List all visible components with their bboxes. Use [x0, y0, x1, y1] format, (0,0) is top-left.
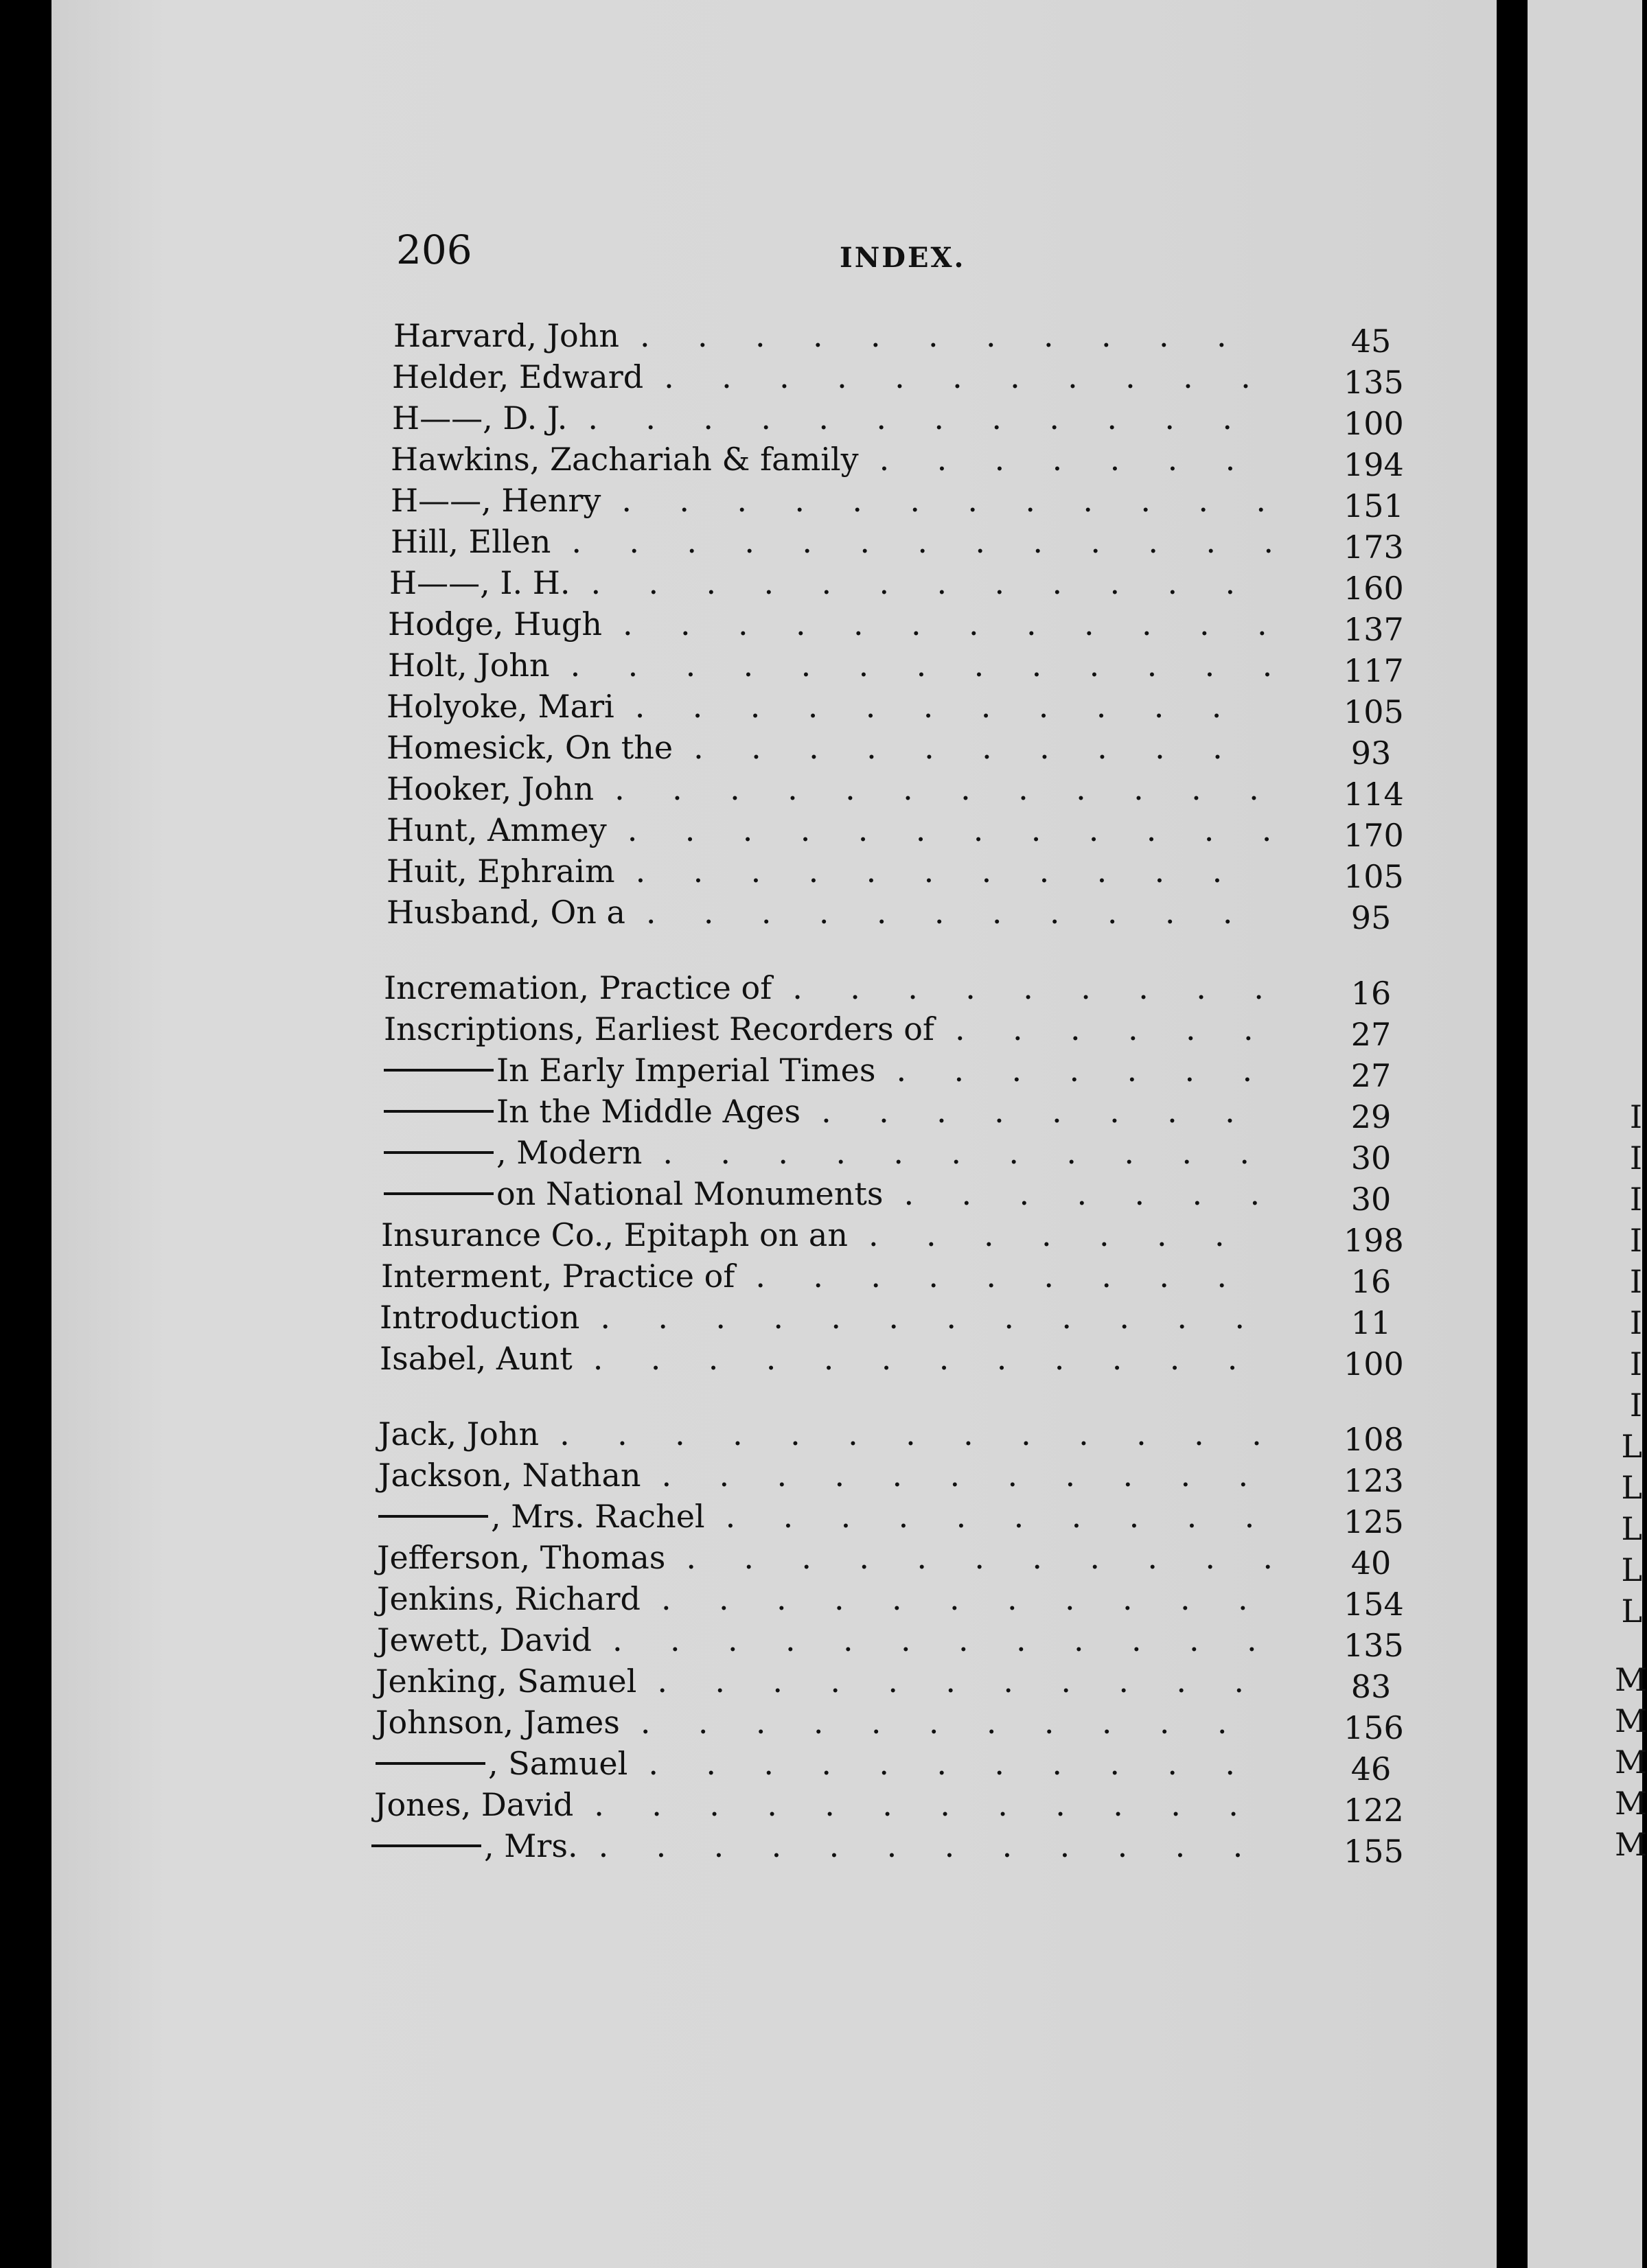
index-entry: [51, 523, 1497, 564]
entry-text: Jenking, Samuel: [376, 1663, 637, 1700]
leader-dots: . . . . . . .: [903, 1175, 1260, 1212]
leader-dots: . . . . . . .: [896, 1052, 1253, 1089]
entry-text: , Mrs.: [484, 1827, 578, 1864]
entry-page-number: 135: [1344, 364, 1404, 401]
leader-dots: . . . . . . . . .: [792, 969, 1264, 1006]
entry-text: Incremation, Practice of: [384, 969, 772, 1006]
facing-page-letter: L: [1621, 1469, 1642, 1506]
index-entry: [51, 729, 1497, 770]
index-entry: [51, 1621, 1497, 1663]
leader-dots: . . . . . . . . . . .: [635, 853, 1223, 890]
facing-page-letter: M: [1615, 1826, 1647, 1863]
index-entry: [51, 605, 1497, 647]
leader-dots: . . . . . . . . . . . . .: [560, 1415, 1262, 1453]
entry-page-number: 95: [1350, 899, 1392, 936]
entry-page-number: 16: [1350, 1263, 1392, 1300]
entry-label: [380, 1340, 573, 1377]
entry-text: Holt, John: [388, 647, 550, 684]
book-page: [51, 0, 1497, 2268]
index-entry: [51, 770, 1497, 811]
entry-text: Hunt, Ammey: [387, 811, 607, 848]
leader-dots: . . . . . . . . . . .: [663, 1134, 1249, 1171]
entry-text: Hodge, Hugh: [388, 605, 602, 643]
entry-label: [391, 441, 859, 478]
index-entry: [51, 317, 1497, 358]
entry-label: [387, 894, 625, 931]
entry-label: [384, 1010, 934, 1048]
entry-label: [391, 482, 601, 519]
entry-label: [378, 1457, 641, 1494]
leader-dots: . . . . . . .: [868, 1216, 1225, 1253]
index-entry: [51, 894, 1497, 935]
index-entry: [51, 358, 1497, 400]
entry-text: In the Middle Ages: [496, 1093, 801, 1130]
entry-text: H——, Henry: [391, 482, 601, 519]
entry-page-number: 151: [1344, 487, 1404, 524]
leader-dots: . . . . . . . . . . .: [664, 358, 1251, 395]
entry-text: H——, D. J.: [392, 400, 568, 437]
entry-page-number: 154: [1344, 1586, 1404, 1623]
entry-label: [384, 969, 772, 1006]
entry-label: [371, 1827, 578, 1864]
entry-text: H——, I. H.: [389, 564, 571, 601]
leader-dots: . . . . . . . . . .: [725, 1498, 1255, 1535]
entry-text: Isabel, Aunt: [380, 1340, 573, 1377]
entry-label: [389, 564, 571, 601]
leader-dots: . . . . . . . . . . . .: [614, 770, 1259, 807]
facing-page-letter: I: [1629, 1222, 1642, 1259]
entry-label: [384, 1093, 801, 1130]
entry-text: Johnson, James: [376, 1704, 620, 1741]
facing-page-letter: I: [1629, 1181, 1642, 1218]
leader-dots: . . . . . . . . . . .: [645, 894, 1233, 931]
leader-dots: . . . . . . . . . . . .: [612, 1621, 1257, 1658]
entry-text: Jenkins, Richard: [377, 1580, 641, 1617]
entry-text: Jewett, David: [377, 1621, 592, 1658]
leader-dots: . . . . . . . . . . . .: [621, 482, 1266, 519]
page-number: 206: [396, 227, 472, 273]
facing-page-letter: I: [1629, 1387, 1642, 1424]
entry-text: Hill, Ellen: [391, 523, 551, 560]
entry-label: [384, 1175, 884, 1212]
leader-dots: . . . . . . . . . . .: [686, 1539, 1274, 1576]
leader-dots: . . . . . . . . .: [755, 1258, 1227, 1295]
entry-text: Jack, John: [378, 1415, 540, 1453]
entry-page-number: 137: [1344, 611, 1404, 648]
entry-text: Introduction: [380, 1299, 580, 1336]
entry-label: [387, 853, 615, 890]
entry-page-number: 16: [1350, 975, 1392, 1012]
facing-page-letter: I: [1629, 1304, 1642, 1341]
entry-label: [377, 1621, 592, 1658]
entry-page-number: 29: [1350, 1098, 1392, 1135]
leader-dots: . . . . . . . .: [821, 1093, 1235, 1130]
index-entry: [51, 1827, 1497, 1868]
index-entry: [51, 1010, 1497, 1052]
leader-dots: . . . . . . . . . . . .: [592, 1340, 1238, 1377]
entry-page-number: 135: [1344, 1627, 1404, 1664]
entry-page-number: 30: [1350, 1139, 1392, 1177]
index-entry: [51, 688, 1497, 729]
leader-dots: . . . . . . . . . .: [693, 729, 1223, 766]
facing-page-letter: L: [1621, 1551, 1642, 1588]
entry-page-number: 173: [1344, 529, 1404, 566]
entry-page-number: 100: [1344, 1345, 1404, 1382]
entry-page-number: 160: [1344, 570, 1404, 607]
entry-label: [391, 523, 551, 560]
entry-label: [377, 1580, 641, 1617]
index-entry: [51, 441, 1497, 482]
entry-page-number: 123: [1344, 1462, 1404, 1499]
entry-page-number: 105: [1344, 858, 1404, 895]
ditto-rule: [371, 1844, 481, 1847]
leader-dots: . . . . . .: [954, 1010, 1254, 1048]
entry-page-number: 45: [1350, 323, 1392, 360]
entry-page-number: 40: [1350, 1544, 1392, 1582]
leader-dots: . . . . . . . . . . . .: [627, 811, 1272, 848]
entry-label: [387, 688, 614, 725]
index-entry: [51, 1134, 1497, 1175]
leader-dots: . . . . . . . . . . .: [640, 317, 1227, 354]
entry-page-number: 105: [1344, 693, 1404, 730]
entry-page-number: 114: [1344, 776, 1404, 813]
entry-text: Insurance Co., Epitaph on an: [381, 1216, 848, 1253]
entry-label: [387, 811, 607, 848]
ditto-rule: [384, 1069, 494, 1072]
index-entry: [51, 1093, 1497, 1134]
leader-dots: . . . . . . . . . . .: [634, 688, 1222, 725]
index-entry: [51, 482, 1497, 523]
facing-page-edge: [1528, 0, 1647, 2268]
entry-page-number: 93: [1350, 734, 1392, 772]
entry-label: [381, 1216, 848, 1253]
facing-page-letter: I: [1629, 1098, 1642, 1135]
entry-text: Inscriptions, Earliest Recorders of: [384, 1010, 934, 1048]
facing-page-letter: M: [1615, 1744, 1647, 1781]
facing-page-letter: M: [1615, 1702, 1647, 1739]
leader-dots: . . . . . . . . . . . .: [622, 605, 1267, 643]
entry-page-number: 156: [1344, 1709, 1404, 1746]
index-entry: [51, 647, 1497, 688]
ditto-rule: [384, 1151, 494, 1154]
leader-dots: . . . . . . . . . . .: [661, 1457, 1249, 1494]
index-entry: [51, 1299, 1497, 1340]
entry-page-number: 198: [1344, 1222, 1404, 1259]
leader-dots: . . . . . . . . . . . .: [598, 1827, 1243, 1864]
leader-dots: . . . . . . .: [879, 441, 1236, 478]
entry-text: Helder, Edward: [392, 358, 644, 395]
entry-label: [378, 1415, 539, 1453]
index-entry: [51, 1539, 1497, 1580]
facing-page-letter: M: [1615, 1785, 1647, 1822]
entry-text: Harvard, John: [393, 317, 620, 354]
index-entry: [51, 1663, 1497, 1704]
entry-page-number: 11: [1350, 1304, 1392, 1341]
entry-page-number: 122: [1344, 1792, 1404, 1829]
entry-page-number: 155: [1344, 1833, 1404, 1870]
facing-page-letter: M: [1615, 1661, 1647, 1698]
leader-dots: . . . . . . . . . . .: [657, 1663, 1244, 1700]
entry-label: [380, 1299, 579, 1336]
entry-text: Jefferson, Thomas: [377, 1539, 666, 1576]
index-entry: [51, 1745, 1497, 1786]
entry-label: [376, 1663, 636, 1700]
index-entry: [51, 400, 1497, 441]
entry-label: [392, 400, 567, 437]
entry-page-number: 194: [1344, 446, 1404, 483]
leader-dots: . . . . . . . . . . . .: [594, 1786, 1239, 1823]
entry-page-number: 46: [1350, 1750, 1392, 1787]
facing-page-letter: I: [1629, 1263, 1642, 1300]
entry-label: [374, 1786, 573, 1823]
entry-page-number: 125: [1344, 1503, 1404, 1540]
facing-page-letter: I: [1629, 1139, 1642, 1177]
entry-label: [377, 1539, 665, 1576]
leader-dots: . . . . . . . . . . . . .: [571, 523, 1274, 560]
entry-text: , Samuel: [488, 1745, 628, 1782]
index-entry: [51, 969, 1497, 1010]
facing-page-letter: I: [1629, 1345, 1642, 1382]
index-entry: [51, 1052, 1497, 1093]
entry-text: Hooker, John: [387, 770, 595, 807]
entry-label: [392, 358, 643, 395]
entry-label: [381, 1258, 735, 1295]
entry-text: Interment, Practice of: [381, 1258, 735, 1295]
entry-label: [388, 647, 550, 684]
entry-page-number: 170: [1344, 817, 1404, 854]
ditto-rule: [376, 1762, 485, 1765]
ditto-rule: [384, 1192, 494, 1195]
index-entry: [51, 1786, 1497, 1827]
ditto-rule: [378, 1515, 488, 1518]
entry-page-number: 108: [1344, 1421, 1404, 1458]
index-entry: [51, 1216, 1497, 1258]
leader-dots: . . . . . . . . . . .: [640, 1704, 1228, 1741]
leader-dots: . . . . . . . . . . . . .: [570, 647, 1273, 684]
entry-text: Jackson, Nathan: [378, 1457, 641, 1494]
index-entry: [51, 1498, 1497, 1539]
entry-label: [387, 729, 673, 766]
entry-label: [378, 1498, 705, 1535]
leader-dots: . . . . . . . . . . .: [648, 1745, 1235, 1782]
index-entry: [51, 1340, 1497, 1381]
entry-page-number: 100: [1344, 405, 1404, 442]
ditto-rule: [384, 1110, 494, 1113]
entry-label: [393, 317, 619, 354]
facing-page-letter: L: [1621, 1428, 1642, 1465]
index-entry: [51, 853, 1497, 894]
leader-dots: . . . . . . . . . . . .: [588, 400, 1232, 437]
entry-text: , Mrs. Rachel: [491, 1498, 705, 1535]
entry-text: Huit, Ephraim: [387, 853, 615, 890]
entry-label: [388, 605, 602, 643]
entry-label: [387, 770, 594, 807]
entry-page-number: 117: [1344, 652, 1404, 689]
leader-dots: . . . . . . . . . . . .: [590, 564, 1236, 601]
entry-page-number: 27: [1350, 1016, 1392, 1053]
index-entry: [51, 1704, 1497, 1745]
index-entry: [51, 1175, 1497, 1216]
entry-text: Homesick, On the: [387, 729, 673, 766]
entry-label: [384, 1052, 876, 1089]
entry-page-number: 30: [1350, 1181, 1392, 1218]
index-entry: [51, 1258, 1497, 1299]
entry-text: Hawkins, Zachariah & family: [391, 441, 859, 478]
entry-text: on National Monuments: [496, 1175, 884, 1212]
entry-text: Husband, On a: [387, 894, 625, 931]
index-entry: [51, 1415, 1497, 1457]
entry-label: [384, 1134, 642, 1171]
index-entry: [51, 811, 1497, 853]
entry-label: [376, 1745, 627, 1782]
entry-text: In Early Imperial Times: [496, 1052, 876, 1089]
leader-dots: . . . . . . . . . . .: [660, 1580, 1248, 1617]
leader-dots: . . . . . . . . . . . .: [600, 1299, 1245, 1336]
entry-page-number: 83: [1350, 1668, 1392, 1705]
entry-text: , Modern: [496, 1134, 643, 1171]
index-entry: [51, 564, 1497, 605]
entry-label: [376, 1704, 620, 1741]
entry-page-number: 27: [1350, 1057, 1392, 1094]
facing-page-letter: L: [1621, 1593, 1642, 1630]
index-entry: [51, 1457, 1497, 1498]
facing-page-letter: L: [1621, 1510, 1642, 1547]
entry-text: Jones, David: [374, 1786, 574, 1823]
index-entry: [51, 1580, 1497, 1621]
entry-text: Holyoke, Mari: [387, 688, 614, 725]
running-head: INDEX.: [840, 242, 966, 274]
